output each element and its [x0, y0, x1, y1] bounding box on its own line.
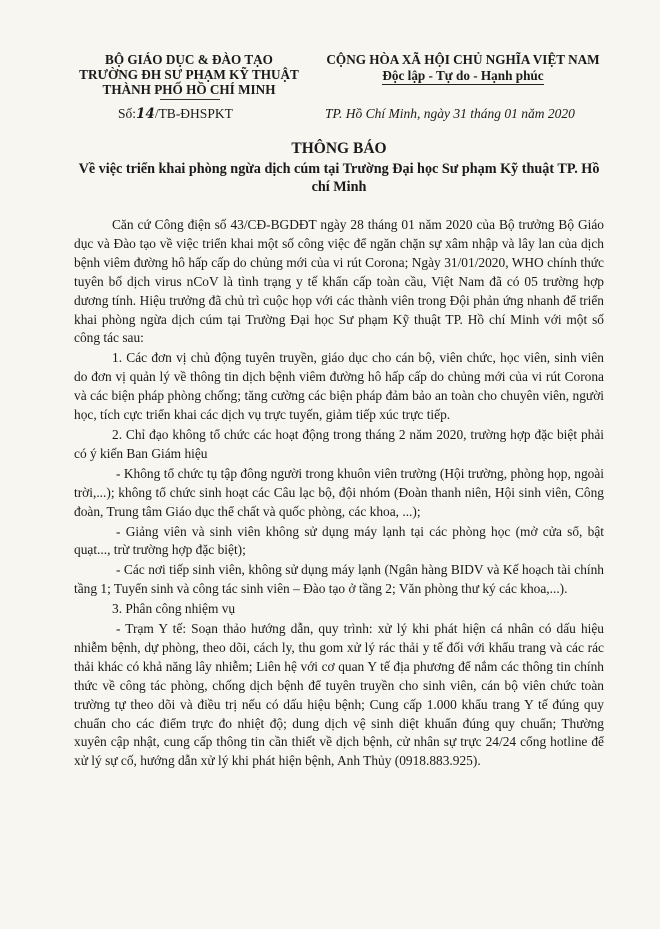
- header-divider: [160, 99, 220, 100]
- national-header: [318, 52, 608, 85]
- paragraph: - Giảng viên và sinh viên không sử dụng máy lạnh tại các phòng học (mở cửa sổ, bật quạt..., trừ trường hợp đặc biệt);: [74, 523, 604, 558]
- nation-name: CỘNG HÒA XÃ HỘI CHỦ NGHĨA VIỆT NAM: [326, 52, 600, 67]
- national-motto: Độc lập - Tự do - Hạnh phúc: [382, 68, 544, 83]
- university-name: TRƯỜNG ĐH SƯ PHẠM KỸ THUẬT: [79, 67, 299, 82]
- document-number: [118, 106, 233, 122]
- city-name: THÀNH PHỐ HỒ CHÍ MINH: [102, 82, 276, 97]
- paragraph: - Các nơi tiếp sinh viên, không sử dụng máy lạnh (Ngân hàng BIDV và Kế hoạch tài chính tầng 1; Tuyển sinh và công tác sinh viên – Đào tạo ở tầng 2; Văn phòng thư ký các khoa,...).: [74, 562, 604, 597]
- document-title: THÔNG BÁO: [291, 140, 387, 157]
- dateline: TP. Hồ Chí Minh, ngày 31 tháng 01 năm 2020: [325, 106, 575, 121]
- paragraph: - Trạm Y tế: Soạn thảo hướng dẫn, quy trình: xử lý khi phát hiện cá nhân có dấu hiệu nhiễm bệnh, dự phòng, theo dõi, cách ly, thu gom xử lý rác thải y tế đối với khẩu trang và các rác thải khác có khả năng lây nhiễm; Liên hệ với cơ quan Y tế địa phương để nắm các thông tin chính thức về công tác phòng, chống dịch bệnh để tuyên truyền cho sinh viên, cán bộ viên chức toàn trường tự theo dõi và điều trị nếu có dấu hiệu bệnh; Cung cấp 1.000 khẩu trang Y tế đúng quy chuẩn cho các điểm trực đo nhiệt độ; dung dịch vệ sinh diệt khuẩn đúng quy chuẩn; Thường xuyên cập nhật, cung cấp thông tin cần thiết về dịch bệnh, cử nhân sự trực 24/24 cổng hotline để xử lý sự cố, hướng dẫn xử lý khi phát hiện bệnh, Anh Thủy (0918.883.925).: [74, 621, 604, 769]
- doc-number-suffix: /TB-ĐHSPKT: [154, 106, 233, 121]
- ministry-name: BỘ GIÁO DỤC & ĐÀO TẠO: [105, 52, 273, 67]
- paragraph: 2. Chỉ đạo không tổ chức các hoạt động trong tháng 2 năm 2020, trường hợp đặc biệt phải có ý kiến Ban Giám hiệu: [74, 426, 604, 461]
- document-subtitle: Về việc triển khai phòng ngừa dịch cúm tại Trường Đại học Sư phạm Kỹ thuật TP. Hồ chí Minh: [78, 161, 600, 195]
- document-body: [74, 216, 604, 772]
- doc-number-prefix: Số:: [118, 106, 137, 121]
- doc-number-value: 14: [136, 106, 155, 122]
- paragraph: 3. Phân công nhiệm vụ: [112, 601, 236, 617]
- issuing-organization: [74, 52, 304, 97]
- paragraph: 1. Các đơn vị chủ động tuyên truyền, giáo dục cho cán bộ, viên chức, học viên, sinh viên do đơn vị quản lý về thông tin dịch bệnh viêm đường hô hấp cấp do chủng mới của vi rút Corona và các biện pháp phòng chống; tăng cường các biện pháp đảm bảo an toàn cho chuyên viên, người học, tích cực triển khai các dịch vụ trực tuyến, giảm tiếp xúc trực tiếp.: [74, 350, 604, 423]
- paragraph: - Không tổ chức tụ tập đông người trong khuôn viên trường (Hội trường, phòng họp, ngoài trời,...); không tổ chức sinh hoạt các Câu lạc bộ, đội nhóm (Đoàn thanh niên, Hội sinh viên, Công đoàn, Trung tâm Giáo dục thể chất và quốc phòng, các khoa, ...);: [74, 465, 604, 519]
- paragraph: Căn cứ Công điện số 43/CĐ-BGDĐT ngày 28 tháng 01 năm 2020 của Bộ trưởng Bộ Giáo dục và Đào tạo về việc triển khai một số công việc để ngăn chặn sự xâm nhập và lây lan của dịch bệnh viêm đường hô hấp cấp do chủng mới của vi rút Corona; Ngày 31/01/2020, WHO chính thức tuyên bố dịch virus nCoV là tình trạng y tế khẩn cấp toàn cầu, Việt Nam đã có 05 trường hợp dương tính. Hiệu trưởng đã chủ trì cuộc họp với các thành viên trong Đội phản ứng nhanh để triển khai phòng ngừa dịch cúm tại Trường Đại học Sư phạm Kỹ thuật TP. Hồ chí Minh với một số công tác sau:: [74, 217, 604, 346]
